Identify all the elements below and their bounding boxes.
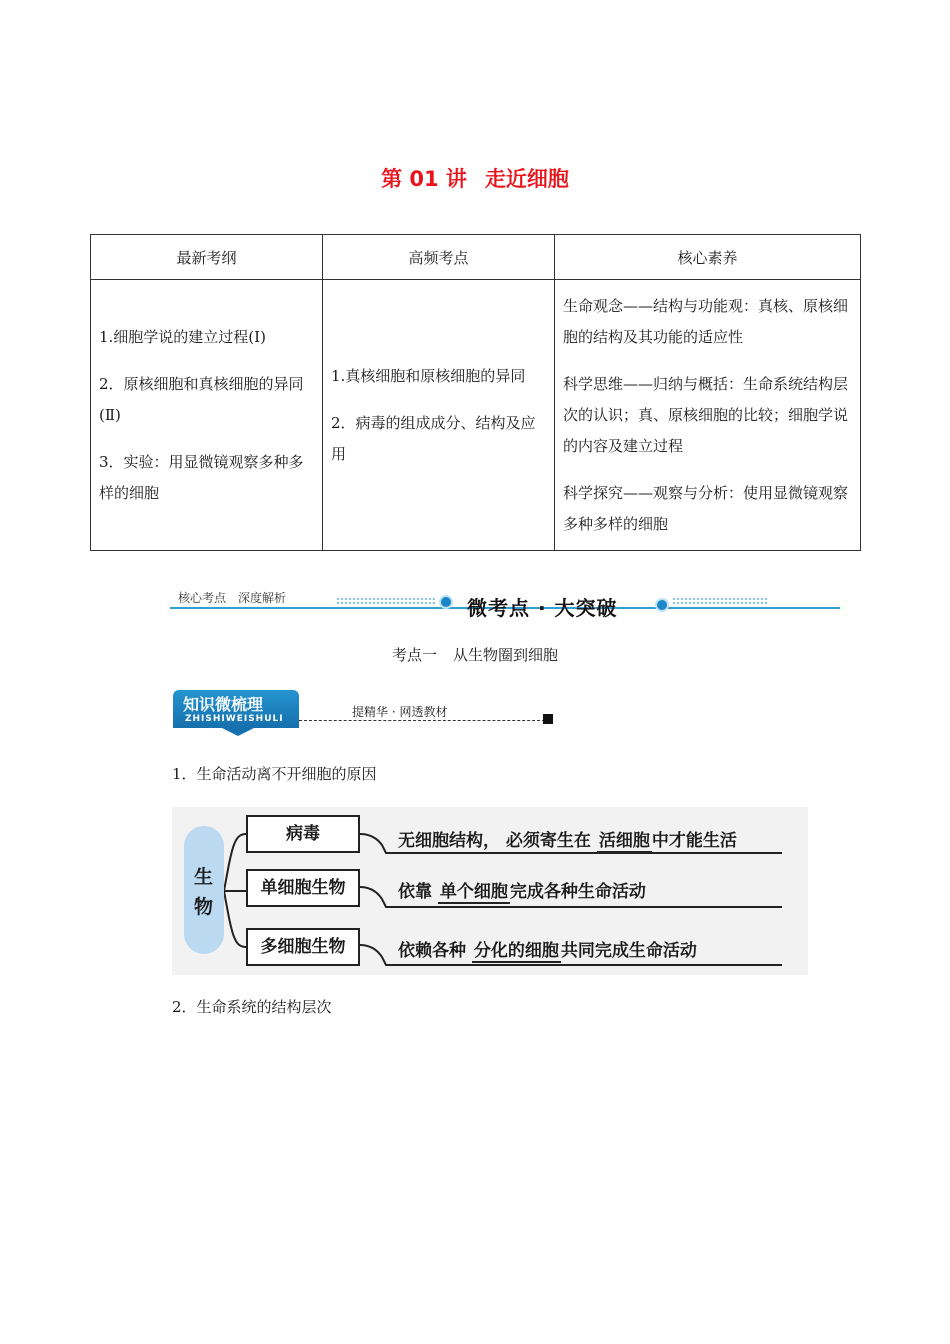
banner-dots-left	[336, 597, 436, 605]
answer-blank: 分化的细胞	[473, 941, 559, 961]
list-item: 2．生命系统的结构层次	[172, 998, 332, 1016]
root-char: 物	[194, 896, 214, 918]
root-node	[184, 826, 224, 954]
banner-dot-icon	[657, 600, 667, 610]
branch-line	[224, 834, 246, 891]
node-multicellular: 多细胞生物	[246, 928, 360, 966]
cell-syllabus	[91, 280, 323, 551]
root-char: 生	[194, 866, 214, 888]
syllabus-table	[90, 234, 861, 551]
node-virus: 病毒	[246, 815, 360, 853]
section-number: 考点一	[391, 646, 437, 664]
answer-blank: 单个细胞	[439, 882, 508, 902]
page-title	[0, 163, 950, 193]
banner-dot-icon	[441, 597, 451, 607]
branch-line	[224, 891, 246, 947]
answer-blank: 活细胞	[598, 831, 650, 851]
header-key-points: 高频考点	[323, 235, 555, 280]
list-item: 1．生命活动离不开细胞的原因	[172, 765, 377, 783]
syllabus-item: 1.细胞学说的建立过程(Ⅰ)	[99, 327, 266, 346]
node-unicellular: 单细胞生物	[246, 869, 360, 907]
banner-title: 微考点 · 大突破	[467, 596, 618, 620]
row-text-unicellular: 依靠 单个细胞 完成各种生命活动	[398, 882, 646, 902]
lecture-title: 走近细胞	[484, 167, 569, 191]
literacy-item: 科学探究——观察与分析：使用显微镜观察多种多样的细胞	[563, 483, 849, 533]
section-heading	[0, 644, 950, 665]
literacy-item: 生命观念——结构与功能观：真核、原核细胞的结构及其功能的适应性	[563, 296, 849, 346]
badge-pointer-icon	[222, 728, 254, 736]
header-core-literacy: 核心素养	[555, 235, 861, 280]
knowledge-badge-title: 知识微梳理	[183, 695, 264, 714]
header-syllabus: 最新考纲	[91, 235, 323, 280]
section-title: 从生物圈到细胞	[453, 646, 559, 664]
square-bullet-icon	[543, 714, 553, 724]
banner-caption: 核心考点 深度解析	[178, 591, 287, 605]
row-text-multicellular: 依赖各种 分化的细胞 共同完成生命活动	[398, 941, 697, 961]
key-point-item: 1.真核细胞和原核细胞的异同	[331, 366, 526, 385]
literacy-item: 科学思维——归纳与概括：生命系统结构层次的认识；真、原核细胞的比较；细胞学说的内容及建立过程	[563, 374, 849, 455]
syllabus-item: 3．实验：用显微镜观察多种多样的细胞	[99, 452, 304, 502]
syllabus-item: 2．原核细胞和真核细胞的异同(Ⅱ)	[99, 374, 304, 424]
knowledge-badge	[173, 690, 299, 728]
cell-core-literacy	[555, 280, 861, 551]
lecture-number: 第 01 讲	[381, 167, 467, 191]
dashed-rule	[299, 720, 545, 721]
knowledge-tagline: 提精华 · 网透教材	[352, 705, 448, 719]
knowledge-badge-pinyin: ZHISHIWEISHULI	[185, 714, 284, 724]
banner-dots-right	[672, 597, 768, 605]
row-text-virus: 无细胞结构， 必须寄生在 活细胞 中才能生活	[398, 831, 737, 851]
cell-key-points	[323, 280, 555, 551]
key-point-item: 2．病毒的组成成分、结构及应用	[331, 413, 536, 463]
